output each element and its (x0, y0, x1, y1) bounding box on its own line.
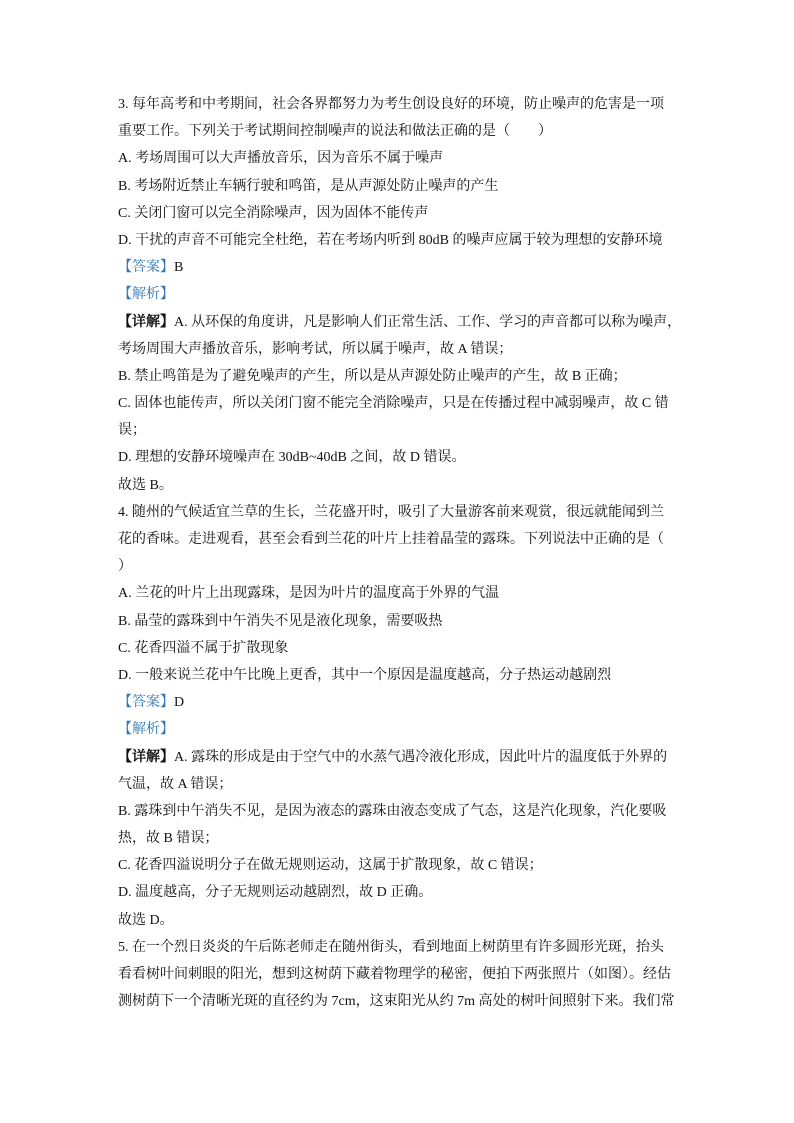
answer-option: A. 考场周围可以大声播放音乐，因为音乐不属于噪声 (118, 151, 444, 167)
detail-line: D. 理想的安静环境噪声在 30dB~40dB 之间，故 D 错误。 (118, 450, 466, 466)
detail-line: B. 露珠到中午消失不见，是因为液态的露珠由液态变成了气态，这是汽化现象，汽化要吸 (118, 803, 667, 819)
question-stem: 花的香味。走进观看，甚至会看到兰花的叶片上挂着晶莹的露珠。下列说法中正确的是（ (118, 532, 664, 547)
detail-line: 故选 D。 (118, 912, 174, 928)
detail-line: C. 固体也能传声，所以关闭门窗不能完全消除噪声，只是在传播过程中减弱噪声，故 C 错 (118, 396, 669, 412)
detail-line: D. 温度越高，分子无规则运动越剧烈，故 D 正确。 (118, 885, 433, 901)
detail-label: 【详解】 (118, 314, 174, 330)
answer-label: 【答案】 (118, 260, 174, 276)
detail-line: 故选 B。 (118, 477, 173, 493)
answer-line (118, 254, 688, 281)
question-stem: 3. 每年高考和中考期间，社会各界都努力为考生创设良好的环境，防止噪声的危害是一项 (118, 97, 664, 112)
analysis-label: 【解析】 (118, 287, 174, 303)
detail-line: B. 禁止鸣笛是为了避免噪声的产生，所以是从声源处防止噪声的产生，故 B 正确； (118, 368, 627, 384)
question-stem: 看看树叶间刺眼的阳光，想到这树荫下藏着物理学的秘密，便拍下两张照片（如图）。经估 (118, 967, 671, 982)
answer-value: D (174, 695, 185, 711)
answer-option: D. 一般来说兰花中午比晚上更香，其中一个原因是温度越高，分子热运动越剧烈 (118, 667, 612, 683)
answer-option: D. 干扰的声音不可能完全杜绝，若在考场内听到 80dB 的噪声应属于较为理想的安静环境 (118, 232, 663, 248)
question-stem: 4. 随州的气候适宜兰草的生长，兰花盛开时，吸引了大量游客前来观赏，很远就能闻到兰 (118, 504, 664, 520)
answer-line (118, 689, 688, 716)
document-page (118, 91, 688, 1015)
question-stem: 5. 在一个烈日炎炎的午后陈老师走在随州街头，看到地面上树荫里有许多圆形光斑，抬头 (118, 939, 664, 955)
answer-option: C. 花香四溢不属于扩散现象 (118, 640, 289, 656)
detail-line: 气温，故 A 错误； (118, 776, 233, 792)
analysis-label (118, 281, 688, 308)
detail-line: 误； (118, 423, 146, 439)
answer-label: 【答案】 (118, 695, 174, 711)
detail-label: 【详解】 (118, 749, 174, 765)
answer-option: C. 关闭门窗可以完全消除噪声，因为固体不能传声 (118, 205, 429, 221)
detail-line (118, 309, 688, 336)
detail-text: A. 从环保的角度讲，凡是影响人们正常生活、工作、学习的声音都可以称为噪声， (174, 314, 682, 330)
question-stem: ） (118, 559, 132, 575)
detail-line: 热，故 B 错误； (118, 831, 219, 847)
detail-line: 考场周围大声播放音乐，影响考试，所以属于噪声，故 A 错误； (118, 341, 513, 357)
detail-line: C. 花香四溢说明分子在做无规则运动，这属于扩散现象，故 C 错误； (118, 858, 543, 874)
answer-option: B. 考场附近禁止车辆行驶和鸣笛，是从声源处防止噪声的产生 (118, 178, 499, 194)
answer-option: B. 晶莹的露珠到中午消失不见是液化现象，需要吸热 (118, 613, 443, 629)
answer-value: B (174, 260, 184, 276)
question-stem: 重要工作。下列关于考试期间控制噪声的说法和做法正确的是（ ） (118, 124, 552, 140)
question-stem: 测树荫下一个清晰光斑的直径约为 7cm，这束阳光从约 7m 高处的树叶间照射下来。我们常 (118, 994, 675, 1010)
detail-text: A. 露珠的形成是由于空气中的水蒸气遇冷液化形成，因此叶片的温度低于外界的 (174, 749, 668, 765)
analysis-label (118, 716, 688, 743)
analysis-label: 【解析】 (118, 722, 174, 738)
detail-line (118, 744, 688, 771)
answer-option: A. 兰花的叶片上出现露珠，是因为叶片的温度高于外界的气温 (118, 586, 500, 602)
